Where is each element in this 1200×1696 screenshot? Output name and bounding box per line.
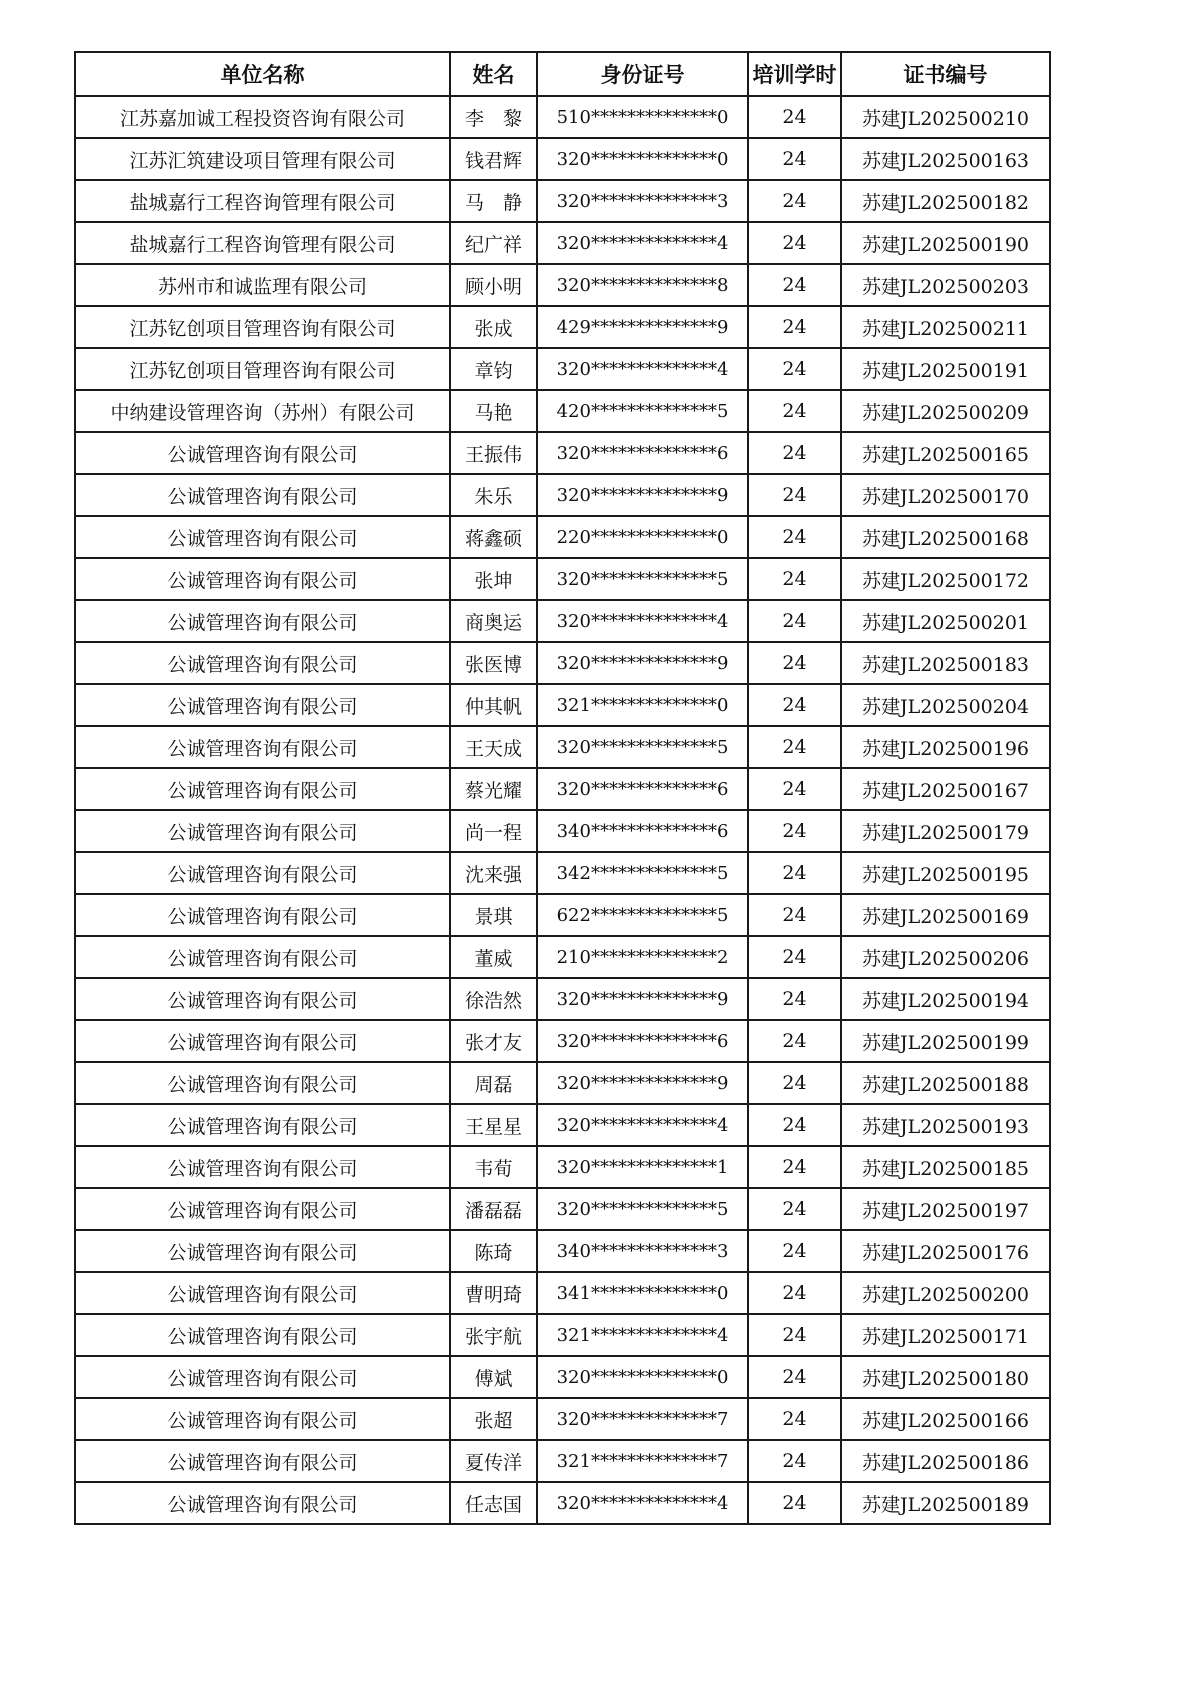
cell-name: 沈来强 bbox=[450, 852, 537, 894]
cell-company: 公诚管理咨询有限公司 bbox=[75, 1146, 450, 1188]
cell-company: 公诚管理咨询有限公司 bbox=[75, 1314, 450, 1356]
cell-company: 公诚管理咨询有限公司 bbox=[75, 516, 450, 558]
certificate-table bbox=[74, 51, 1051, 1525]
cell-training-hours: 24 bbox=[748, 558, 841, 600]
header-certificate-number: 证书编号 bbox=[841, 52, 1050, 96]
cell-id-number: 622**************5 bbox=[537, 894, 748, 936]
cell-name: 商奥运 bbox=[450, 600, 537, 642]
table-row bbox=[75, 1230, 1050, 1272]
cell-training-hours: 24 bbox=[748, 1272, 841, 1314]
cell-training-hours: 24 bbox=[748, 852, 841, 894]
cell-certificate-number: 苏建JL202500179 bbox=[841, 810, 1050, 852]
cell-company: 江苏钇创项目管理咨询有限公司 bbox=[75, 306, 450, 348]
cell-certificate-number: 苏建JL202500182 bbox=[841, 180, 1050, 222]
cell-id-number: 420**************5 bbox=[537, 390, 748, 432]
cell-id-number: 320**************4 bbox=[537, 1482, 748, 1524]
cell-certificate-number: 苏建JL202500190 bbox=[841, 222, 1050, 264]
cell-name: 张医博 bbox=[450, 642, 537, 684]
cell-company: 公诚管理咨询有限公司 bbox=[75, 1188, 450, 1230]
cell-name: 张成 bbox=[450, 306, 537, 348]
cell-training-hours: 24 bbox=[748, 96, 841, 138]
table-row bbox=[75, 642, 1050, 684]
cell-certificate-number: 苏建JL202500210 bbox=[841, 96, 1050, 138]
cell-id-number: 320**************0 bbox=[537, 138, 748, 180]
cell-certificate-number: 苏建JL202500180 bbox=[841, 1356, 1050, 1398]
cell-training-hours: 24 bbox=[748, 1188, 841, 1230]
cell-name: 钱君辉 bbox=[450, 138, 537, 180]
cell-id-number: 320**************4 bbox=[537, 1104, 748, 1146]
cell-certificate-number: 苏建JL202500165 bbox=[841, 432, 1050, 474]
table-row bbox=[75, 810, 1050, 852]
cell-certificate-number: 苏建JL202500170 bbox=[841, 474, 1050, 516]
cell-certificate-number: 苏建JL202500211 bbox=[841, 306, 1050, 348]
certificate-table-container bbox=[74, 51, 1051, 1525]
cell-certificate-number: 苏建JL202500197 bbox=[841, 1188, 1050, 1230]
table-row bbox=[75, 516, 1050, 558]
cell-company: 公诚管理咨询有限公司 bbox=[75, 894, 450, 936]
cell-certificate-number: 苏建JL202500196 bbox=[841, 726, 1050, 768]
table-header-row bbox=[75, 52, 1050, 96]
cell-id-number: 320**************1 bbox=[537, 1146, 748, 1188]
cell-company: 公诚管理咨询有限公司 bbox=[75, 474, 450, 516]
table-row bbox=[75, 600, 1050, 642]
cell-company: 公诚管理咨询有限公司 bbox=[75, 1230, 450, 1272]
table-body bbox=[75, 96, 1050, 1524]
cell-id-number: 320**************4 bbox=[537, 348, 748, 390]
table-row bbox=[75, 1104, 1050, 1146]
cell-id-number: 320**************4 bbox=[537, 600, 748, 642]
cell-name: 朱乐 bbox=[450, 474, 537, 516]
cell-company: 公诚管理咨询有限公司 bbox=[75, 1356, 450, 1398]
cell-id-number: 321**************7 bbox=[537, 1440, 748, 1482]
table-row bbox=[75, 726, 1050, 768]
cell-company: 公诚管理咨询有限公司 bbox=[75, 684, 450, 726]
cell-name: 李 黎 bbox=[450, 96, 537, 138]
table-row bbox=[75, 1356, 1050, 1398]
cell-id-number: 320**************6 bbox=[537, 1020, 748, 1062]
table-row bbox=[75, 852, 1050, 894]
table-row bbox=[75, 264, 1050, 306]
cell-name: 曹明琦 bbox=[450, 1272, 537, 1314]
table-row bbox=[75, 1020, 1050, 1062]
table-row bbox=[75, 306, 1050, 348]
cell-company: 公诚管理咨询有限公司 bbox=[75, 936, 450, 978]
cell-id-number: 320**************8 bbox=[537, 264, 748, 306]
cell-certificate-number: 苏建JL202500167 bbox=[841, 768, 1050, 810]
cell-name: 夏传洋 bbox=[450, 1440, 537, 1482]
cell-company: 公诚管理咨询有限公司 bbox=[75, 810, 450, 852]
cell-certificate-number: 苏建JL202500171 bbox=[841, 1314, 1050, 1356]
cell-company: 苏州市和诚监理有限公司 bbox=[75, 264, 450, 306]
cell-training-hours: 24 bbox=[748, 1062, 841, 1104]
cell-name: 景琪 bbox=[450, 894, 537, 936]
cell-company: 公诚管理咨询有限公司 bbox=[75, 432, 450, 474]
cell-training-hours: 24 bbox=[748, 936, 841, 978]
header-id-number: 身份证号 bbox=[537, 52, 748, 96]
cell-certificate-number: 苏建JL202500166 bbox=[841, 1398, 1050, 1440]
cell-company: 公诚管理咨询有限公司 bbox=[75, 600, 450, 642]
cell-company: 公诚管理咨询有限公司 bbox=[75, 558, 450, 600]
table-row bbox=[75, 222, 1050, 264]
cell-id-number: 340**************6 bbox=[537, 810, 748, 852]
cell-id-number: 320**************3 bbox=[537, 180, 748, 222]
cell-name: 韦荀 bbox=[450, 1146, 537, 1188]
cell-company: 江苏嘉加诚工程投资咨询有限公司 bbox=[75, 96, 450, 138]
cell-certificate-number: 苏建JL202500193 bbox=[841, 1104, 1050, 1146]
cell-training-hours: 24 bbox=[748, 138, 841, 180]
cell-id-number: 341**************0 bbox=[537, 1272, 748, 1314]
cell-certificate-number: 苏建JL202500168 bbox=[841, 516, 1050, 558]
table-row bbox=[75, 768, 1050, 810]
cell-training-hours: 24 bbox=[748, 1146, 841, 1188]
cell-training-hours: 24 bbox=[748, 600, 841, 642]
cell-name: 傅斌 bbox=[450, 1356, 537, 1398]
cell-name: 蔡光耀 bbox=[450, 768, 537, 810]
cell-name: 潘磊磊 bbox=[450, 1188, 537, 1230]
cell-training-hours: 24 bbox=[748, 222, 841, 264]
cell-training-hours: 24 bbox=[748, 1230, 841, 1272]
cell-training-hours: 24 bbox=[748, 390, 841, 432]
cell-company: 中纳建设管理咨询（苏州）有限公司 bbox=[75, 390, 450, 432]
cell-name: 章钧 bbox=[450, 348, 537, 390]
cell-id-number: 429**************9 bbox=[537, 306, 748, 348]
cell-training-hours: 24 bbox=[748, 306, 841, 348]
table-row bbox=[75, 1440, 1050, 1482]
cell-name: 顾小明 bbox=[450, 264, 537, 306]
cell-name: 马艳 bbox=[450, 390, 537, 432]
table-row bbox=[75, 1314, 1050, 1356]
cell-certificate-number: 苏建JL202500206 bbox=[841, 936, 1050, 978]
table-row bbox=[75, 978, 1050, 1020]
cell-id-number: 320**************7 bbox=[537, 1398, 748, 1440]
cell-name: 王振伟 bbox=[450, 432, 537, 474]
table-row bbox=[75, 348, 1050, 390]
cell-name: 纪广祥 bbox=[450, 222, 537, 264]
cell-training-hours: 24 bbox=[748, 474, 841, 516]
cell-training-hours: 24 bbox=[748, 768, 841, 810]
cell-training-hours: 24 bbox=[748, 978, 841, 1020]
table-row bbox=[75, 1398, 1050, 1440]
header-company: 单位名称 bbox=[75, 52, 450, 96]
cell-id-number: 320**************9 bbox=[537, 642, 748, 684]
cell-company: 公诚管理咨询有限公司 bbox=[75, 852, 450, 894]
cell-certificate-number: 苏建JL202500191 bbox=[841, 348, 1050, 390]
cell-name: 张宇航 bbox=[450, 1314, 537, 1356]
cell-certificate-number: 苏建JL202500188 bbox=[841, 1062, 1050, 1104]
table-row bbox=[75, 684, 1050, 726]
cell-certificate-number: 苏建JL202500169 bbox=[841, 894, 1050, 936]
cell-certificate-number: 苏建JL202500189 bbox=[841, 1482, 1050, 1524]
cell-training-hours: 24 bbox=[748, 1020, 841, 1062]
cell-training-hours: 24 bbox=[748, 684, 841, 726]
cell-id-number: 320**************5 bbox=[537, 1188, 748, 1230]
cell-id-number: 320**************9 bbox=[537, 978, 748, 1020]
cell-certificate-number: 苏建JL202500185 bbox=[841, 1146, 1050, 1188]
cell-name: 周磊 bbox=[450, 1062, 537, 1104]
cell-name: 张超 bbox=[450, 1398, 537, 1440]
table-row bbox=[75, 1272, 1050, 1314]
cell-id-number: 320**************6 bbox=[537, 432, 748, 474]
cell-certificate-number: 苏建JL202500195 bbox=[841, 852, 1050, 894]
cell-certificate-number: 苏建JL202500163 bbox=[841, 138, 1050, 180]
cell-company: 公诚管理咨询有限公司 bbox=[75, 768, 450, 810]
cell-training-hours: 24 bbox=[748, 1104, 841, 1146]
table-row bbox=[75, 558, 1050, 600]
cell-company: 公诚管理咨询有限公司 bbox=[75, 1062, 450, 1104]
cell-certificate-number: 苏建JL202500194 bbox=[841, 978, 1050, 1020]
cell-id-number: 320**************6 bbox=[537, 768, 748, 810]
cell-company: 公诚管理咨询有限公司 bbox=[75, 1398, 450, 1440]
cell-training-hours: 24 bbox=[748, 432, 841, 474]
cell-training-hours: 24 bbox=[748, 180, 841, 222]
cell-name: 尚一程 bbox=[450, 810, 537, 852]
cell-id-number: 321**************0 bbox=[537, 684, 748, 726]
cell-id-number: 210**************2 bbox=[537, 936, 748, 978]
cell-training-hours: 24 bbox=[748, 642, 841, 684]
cell-training-hours: 24 bbox=[748, 1482, 841, 1524]
cell-certificate-number: 苏建JL202500200 bbox=[841, 1272, 1050, 1314]
cell-name: 蒋鑫硕 bbox=[450, 516, 537, 558]
cell-id-number: 320**************5 bbox=[537, 726, 748, 768]
table-row bbox=[75, 180, 1050, 222]
cell-id-number: 320**************9 bbox=[537, 474, 748, 516]
cell-id-number: 510**************0 bbox=[537, 96, 748, 138]
cell-certificate-number: 苏建JL202500183 bbox=[841, 642, 1050, 684]
cell-certificate-number: 苏建JL202500203 bbox=[841, 264, 1050, 306]
cell-certificate-number: 苏建JL202500186 bbox=[841, 1440, 1050, 1482]
cell-id-number: 320**************5 bbox=[537, 558, 748, 600]
cell-name: 张才友 bbox=[450, 1020, 537, 1062]
cell-id-number: 321**************4 bbox=[537, 1314, 748, 1356]
cell-training-hours: 24 bbox=[748, 348, 841, 390]
table-row bbox=[75, 96, 1050, 138]
cell-training-hours: 24 bbox=[748, 1356, 841, 1398]
cell-name: 任志国 bbox=[450, 1482, 537, 1524]
cell-company: 公诚管理咨询有限公司 bbox=[75, 1104, 450, 1146]
cell-name: 徐浩然 bbox=[450, 978, 537, 1020]
header-name: 姓名 bbox=[450, 52, 537, 96]
cell-id-number: 320**************4 bbox=[537, 222, 748, 264]
cell-id-number: 342**************5 bbox=[537, 852, 748, 894]
table-row bbox=[75, 138, 1050, 180]
table-row bbox=[75, 936, 1050, 978]
table-row bbox=[75, 1188, 1050, 1230]
cell-company: 江苏钇创项目管理咨询有限公司 bbox=[75, 348, 450, 390]
cell-training-hours: 24 bbox=[748, 264, 841, 306]
table-row bbox=[75, 894, 1050, 936]
cell-company: 公诚管理咨询有限公司 bbox=[75, 1272, 450, 1314]
cell-id-number: 220**************0 bbox=[537, 516, 748, 558]
cell-id-number: 320**************0 bbox=[537, 1356, 748, 1398]
cell-company: 公诚管理咨询有限公司 bbox=[75, 642, 450, 684]
cell-training-hours: 24 bbox=[748, 1440, 841, 1482]
table-row bbox=[75, 474, 1050, 516]
cell-company: 公诚管理咨询有限公司 bbox=[75, 726, 450, 768]
cell-company: 盐城嘉行工程咨询管理有限公司 bbox=[75, 180, 450, 222]
cell-company: 江苏汇筑建设项目管理有限公司 bbox=[75, 138, 450, 180]
cell-training-hours: 24 bbox=[748, 516, 841, 558]
cell-company: 公诚管理咨询有限公司 bbox=[75, 1020, 450, 1062]
cell-certificate-number: 苏建JL202500199 bbox=[841, 1020, 1050, 1062]
cell-certificate-number: 苏建JL202500201 bbox=[841, 600, 1050, 642]
cell-training-hours: 24 bbox=[748, 1398, 841, 1440]
table-row bbox=[75, 390, 1050, 432]
cell-name: 马 静 bbox=[450, 180, 537, 222]
table-row bbox=[75, 432, 1050, 474]
cell-name: 董威 bbox=[450, 936, 537, 978]
header-training-hours: 培训学时 bbox=[748, 52, 841, 96]
cell-certificate-number: 苏建JL202500172 bbox=[841, 558, 1050, 600]
cell-id-number: 320**************9 bbox=[537, 1062, 748, 1104]
cell-company: 公诚管理咨询有限公司 bbox=[75, 1440, 450, 1482]
table-row bbox=[75, 1146, 1050, 1188]
cell-company: 盐城嘉行工程咨询管理有限公司 bbox=[75, 222, 450, 264]
cell-name: 张坤 bbox=[450, 558, 537, 600]
cell-id-number: 340**************3 bbox=[537, 1230, 748, 1272]
cell-company: 公诚管理咨询有限公司 bbox=[75, 978, 450, 1020]
cell-name: 王星星 bbox=[450, 1104, 537, 1146]
table-row bbox=[75, 1482, 1050, 1524]
cell-company: 公诚管理咨询有限公司 bbox=[75, 1482, 450, 1524]
cell-certificate-number: 苏建JL202500204 bbox=[841, 684, 1050, 726]
table-row bbox=[75, 1062, 1050, 1104]
cell-name: 仲其帆 bbox=[450, 684, 537, 726]
cell-training-hours: 24 bbox=[748, 726, 841, 768]
cell-name: 王天成 bbox=[450, 726, 537, 768]
cell-name: 陈琦 bbox=[450, 1230, 537, 1272]
cell-training-hours: 24 bbox=[748, 1314, 841, 1356]
cell-certificate-number: 苏建JL202500176 bbox=[841, 1230, 1050, 1272]
cell-training-hours: 24 bbox=[748, 810, 841, 852]
cell-certificate-number: 苏建JL202500209 bbox=[841, 390, 1050, 432]
cell-training-hours: 24 bbox=[748, 894, 841, 936]
